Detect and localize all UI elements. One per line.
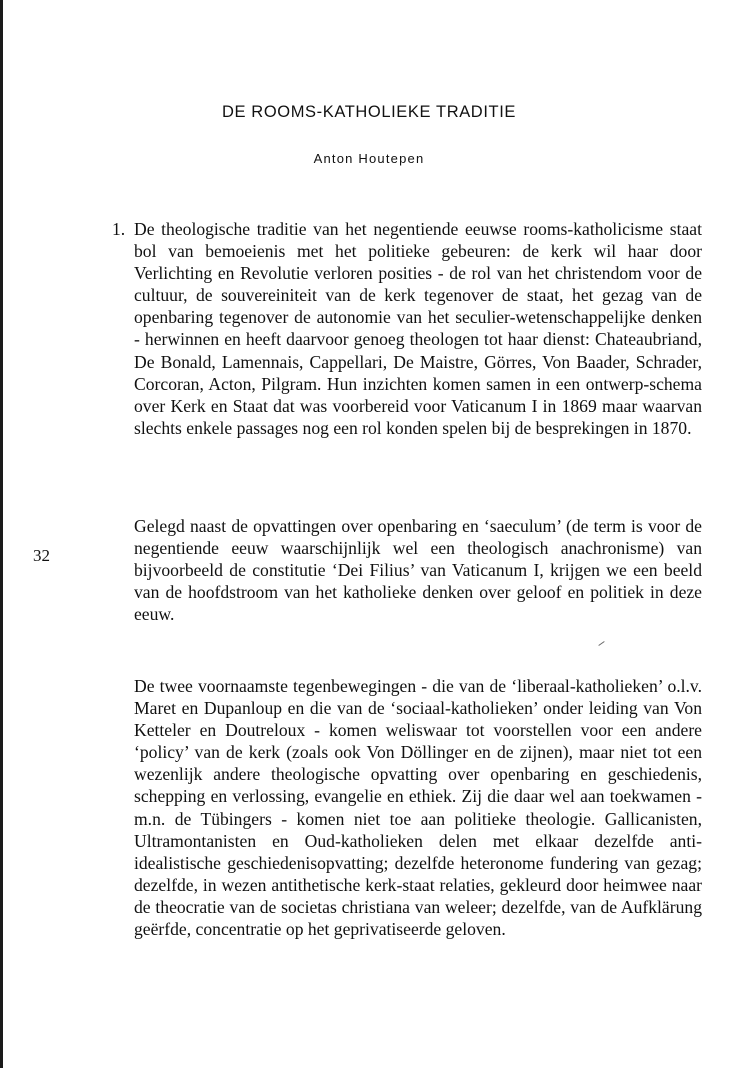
paragraph-3 xyxy=(134,675,702,940)
paragraph-text: De twee voornaamste tegenbewegingen - die van de ‘liberaal-katholieken’ o.l.v. Maret en Dupanloup en die van de ‘sociaal-katholieken’ onder leiding van Von Ketteler en Doutreloux - komen weliswaar tot voorstellen voor een andere ‘policy’ van de kerk (zoals ook Von Döllinger en de zijnen), maar niet tot een wezenlijk andere theologische opvatting over openbaring en geschiedenis, schepping en verlossing, evangelie en ethiek. Zij die daar wel aan toekwamen - m.n. de Tübingers - komen niet toe aan politieke theologie. Gallicanisten, Ultramontanisten en Oud-katholieken delen met elkaar dezelfde anti-idealistische geschiedenisopvatting; dezelfde heteronome fundering van gezag; dezelfde, in wezen antithetische kerk-staat relaties, gekleurd door heimwee naar de theocratie van de societas christiana van weleer; dezelfde, van de Aufklärung geërfde, concentratie op het geprivatiseerde geloven. xyxy=(134,676,702,940)
paragraph-1 xyxy=(112,218,702,439)
paragraph-number: 1. xyxy=(112,219,126,239)
article-title: DE ROOMS-KATHOLIEKE TRADITIE xyxy=(222,103,516,121)
page-number: 32 xyxy=(33,546,50,565)
paragraph-text: Gelegd naast de opvattingen over openbaring en ‘saeculum’ (de term is voor de negentiende eeuw waarschijnlijk wel een theologisch anachronisme) van bijvoorbeeld de constitutie ‘Dei Filius’ van Vaticanum I, krijgen we een beeld van de hoofdstroom van het katholieke denken over geloof en politiek in deze eeuw. xyxy=(134,516,702,625)
scan-mark xyxy=(598,641,604,646)
paragraph-text: De theologische traditie van het negentiende eeuwse rooms-katholicisme staat bol van bemoeienis met het politieke gebeuren: de kerk wil haar door Verlichting en Revolutie verloren posities - de rol van het christendom voor de cultuur, de souvereiniteit van de kerk tegenover de staat, het gezag van de openbaring tegenover de autonomie van het seculier-wetenschappelijke denken - herwinnen en heeft daarvoor genoeg theologen tot haar dienst: Chateaubriand, De Bonald, Lamennais, Cappellari, De Maistre, Görres, Von Baader, Schrader, Corcoran, Acton, Pilgram. Hun inzichten komen samen in een ontwerp-schema over Kerk en Staat dat was voorbereid voor Vaticanum I in 1869 maar waarvan slechts enkele passages nog een rol konden spelen bij de besprekingen in 1870. xyxy=(134,219,702,438)
author-name: Anton Houtepen xyxy=(313,151,425,166)
paragraph-2 xyxy=(134,515,702,625)
